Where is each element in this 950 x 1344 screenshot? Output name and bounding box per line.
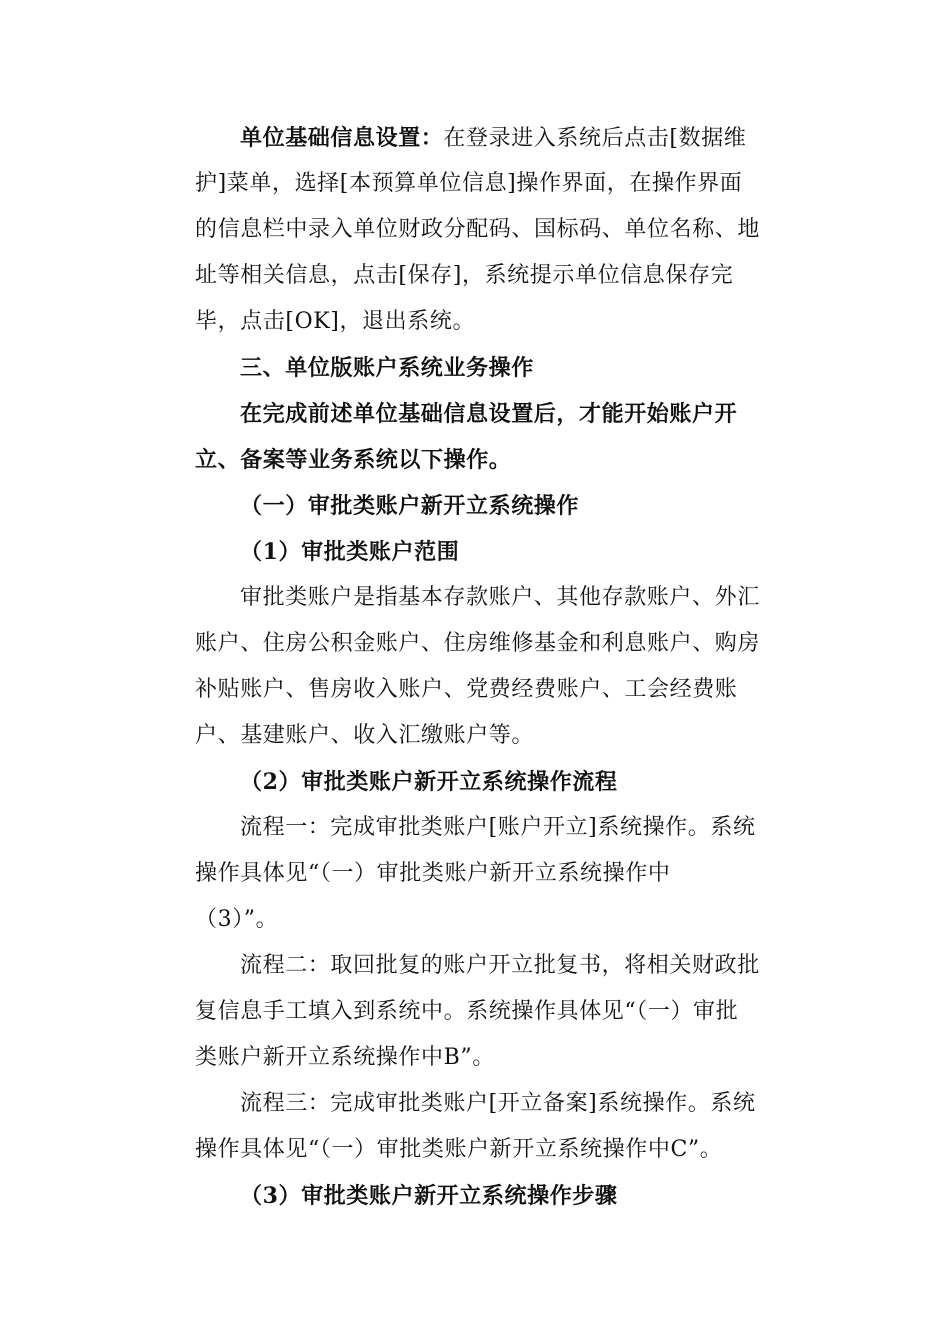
unit-settings-heading: 单位基础信息设置：	[240, 125, 444, 151]
flow-three-line-2: 操作具体见“（一）审批类账户新开立系统操作中C”。	[195, 1137, 723, 1162]
paragraph-unit-settings-line-4: 址等相关信息，点击[保存]，系统提示单位信息保存完	[195, 263, 734, 288]
flow-one-line-2: 操作具体见“（一）审批类账户新开立系统操作中	[195, 861, 671, 886]
flow-two-line-2: 复信息手工填入到系统中。系统操作具体见“（一）审批	[195, 999, 739, 1024]
paragraph-account-scope-line-3: 补贴账户、售房收入账户、党费经费账户、工会经费账	[195, 677, 738, 702]
paragraph-account-scope-line-2: 账户、住房公积金账户、住房维修基金和利息账户、购房	[195, 631, 761, 656]
flow-one-line-3: （3）”。	[195, 907, 279, 932]
paragraph-unit-settings-line-3: 的信息栏中录入单位财政分配码、国标码、单位名称、地	[195, 217, 761, 242]
paragraph-prerequisite-line-1: 在完成前述单位基础信息设置后，才能开始账户开	[240, 401, 738, 427]
flow-one-line-1: 流程一：完成审批类账户[账户开立]系统操作。系统	[240, 815, 756, 840]
flow-three-line-1: 流程三：完成审批类账户[开立备案]系统操作。系统	[240, 1091, 756, 1116]
flow-two-line-3: 类账户新开立系统操作中B”。	[195, 1045, 495, 1070]
subsection-heading-1-2: （2）审批类账户新开立系统操作流程	[240, 769, 618, 795]
paragraph-unit-settings-line-1	[240, 123, 746, 154]
paragraph-account-scope-line-1: 审批类账户是指基本存款账户、其他存款账户、外汇	[240, 585, 760, 610]
paragraph-account-scope-line-4: 户、基建账户、收入汇缴账户等。	[195, 723, 535, 748]
subsection-heading-1-3: （3）审批类账户新开立系统操作步骤	[240, 1183, 618, 1209]
section-heading-3: 三、单位版账户系统业务操作	[240, 355, 534, 381]
paragraph-unit-settings-line-2: 护]菜单，选择[本预算单位信息]操作界面，在操作界面	[195, 171, 743, 196]
subsection-heading-1: （一）审批类账户新开立系统操作	[240, 493, 580, 519]
paragraph-text: 在登录进入系统后点击[数据维	[443, 126, 747, 151]
subsection-heading-1-1: （1）审批类账户范围	[240, 539, 460, 565]
flow-two-line-1: 流程二：取回批复的账户开立批复书，将相关财政批	[240, 953, 760, 978]
paragraph-unit-settings-line-5: 毕，点击[OK]，退出系统。	[195, 309, 476, 334]
paragraph-prerequisite-line-2: 立、备案等业务系统以下操作。	[195, 447, 512, 473]
